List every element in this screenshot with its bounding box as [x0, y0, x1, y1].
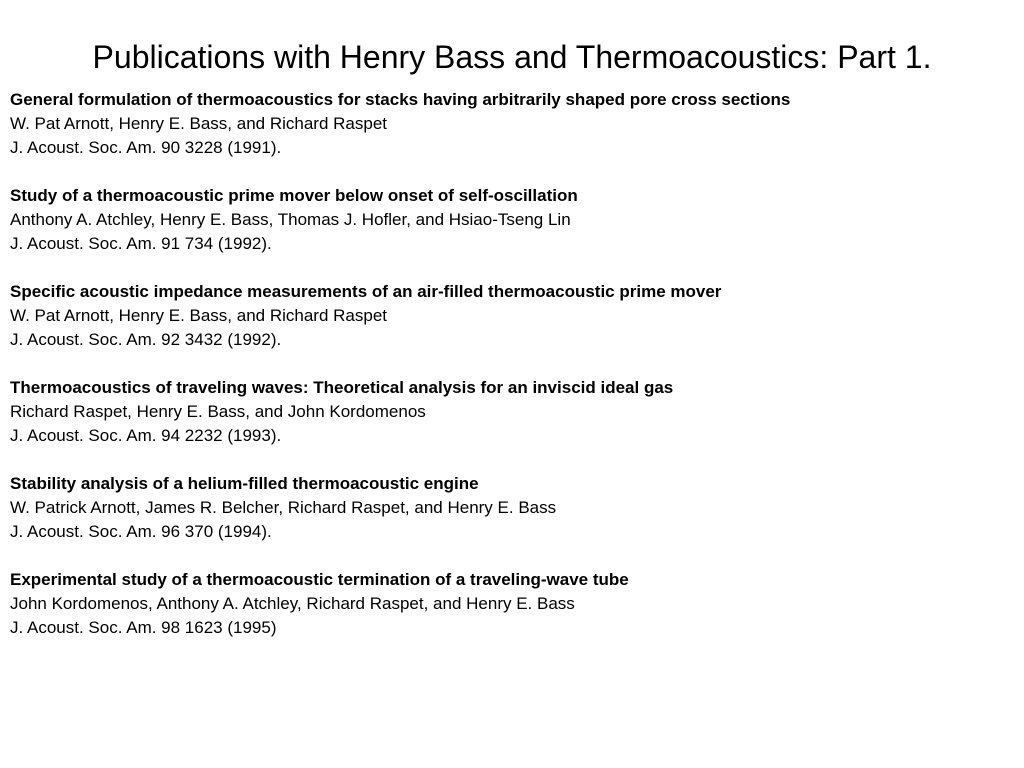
publication-citation: J. Acoust. Soc. Am. 91 734 (1992).	[10, 234, 272, 253]
publication-citation: J. Acoust. Soc. Am. 98 1623 (1995)	[10, 618, 277, 637]
publication-title: Experimental study of a thermoacoustic termination of a traveling-wave tube	[10, 570, 629, 589]
publication-entry	[10, 184, 1010, 256]
publication-entry	[10, 376, 1010, 448]
publication-citation: J. Acoust. Soc. Am. 96 370 (1994).	[10, 522, 272, 541]
publication-title: Thermoacoustics of traveling waves: Theoretical analysis for an inviscid ideal gas	[10, 378, 674, 397]
publication-citation: J. Acoust. Soc. Am. 94 2232 (1993).	[10, 426, 282, 445]
publication-authors: Richard Raspet, Henry E. Bass, and John Kordomenos	[10, 402, 426, 421]
publication-authors: W. Patrick Arnott, James R. Belcher, Richard Raspet, and Henry E. Bass	[10, 498, 557, 517]
publication-title: Stability analysis of a helium-filled thermoacoustic engine	[10, 474, 479, 493]
publication-authors: W. Pat Arnott, Henry E. Bass, and Richard Raspet	[10, 306, 388, 325]
publication-citation: J. Acoust. Soc. Am. 92 3432 (1992).	[10, 330, 282, 349]
publication-entry	[10, 472, 1010, 544]
publication-authors: Anthony A. Atchley, Henry E. Bass, Thomas J. Hofler, and Hsiao-Tseng Lin	[10, 210, 571, 229]
publication-entry	[10, 280, 1010, 352]
publication-authors: W. Pat Arnott, Henry E. Bass, and Richard Raspet	[10, 114, 388, 133]
publication-title: Study of a thermoacoustic prime mover below onset of self-oscillation	[10, 186, 578, 205]
publication-citation: J. Acoust. Soc. Am. 90 3228 (1991).	[10, 138, 282, 157]
publication-entry	[10, 568, 1010, 640]
publication-list	[10, 88, 1010, 664]
publication-entry	[10, 88, 1010, 160]
slide-title: Publications with Henry Bass and Thermoacoustics: Part 1.	[92, 39, 932, 75]
publication-title: General formulation of thermoacoustics for stacks having arbitrarily shaped pore cross sections	[10, 90, 791, 109]
publication-title: Specific acoustic impedance measurements of an air-filled thermoacoustic prime mover	[10, 282, 722, 301]
publication-authors: John Kordomenos, Anthony A. Atchley, Richard Raspet, and Henry E. Bass	[10, 594, 575, 613]
